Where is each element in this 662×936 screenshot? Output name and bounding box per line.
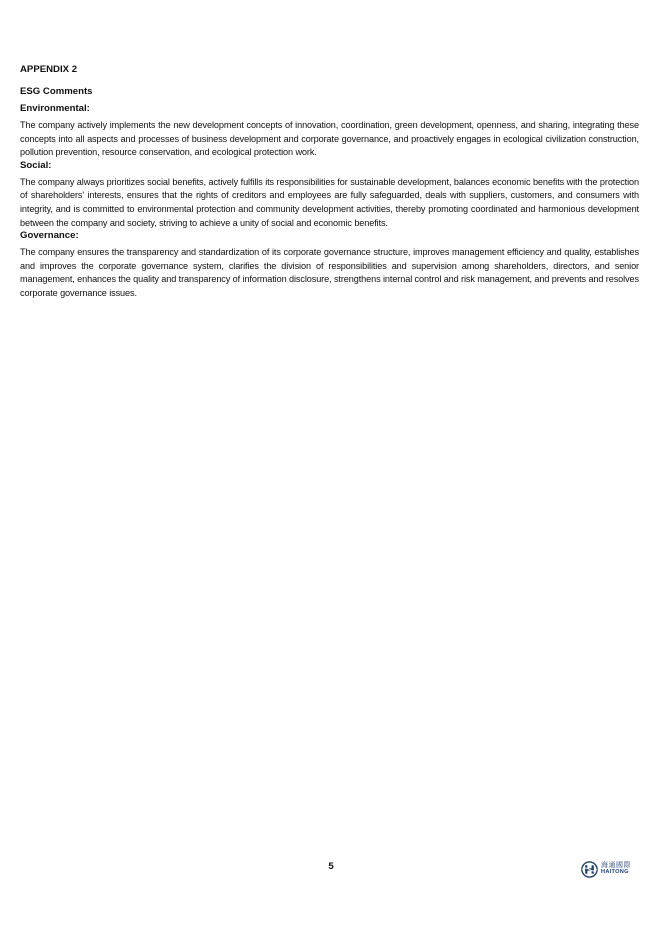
section-title: ESG Comments [20,86,93,97]
page-number: 5 [328,861,334,872]
logo-chinese-text: 海通國際 [601,862,631,870]
appendix-title: APPENDIX 2 [20,64,78,75]
social-paragraph: The company always prioritizes social benefits, actively fulfills its responsibilities for sustainable development, balances economic benefits with the protection of shareholders' interests, ensures that the rights of creditors and employees are fully safeguarded, deals with suppliers, customers, and consumers with integrity, and is committed to environmental protection and community development activities, thereby promoting coordinated and harmonious development between the company and society, striving to achieve a unity of social and economic benefits. [20,176,639,228]
environmental-paragraph: The company actively implements the new development concepts of innovation, coordination, green development, openness, and sharing, integrating these concepts into all aspects and processes of business development and corporate governance, and proactively engages in ecological civilization construction, pollution prevention, resource conservation, and ecological protection work. [20,120,639,158]
logo-english-text: HAITONG [601,869,629,876]
haitong-logo [581,859,633,879]
haitong-logo-icon [581,861,598,878]
governance-heading: Governance: [20,230,79,242]
document-content [20,63,639,301]
logo-text [601,862,631,876]
social-heading: Social: [20,159,52,171]
environmental-heading: Environmental: [20,103,90,114]
governance-paragraph: The company ensures the transparency and standardization of its corporate governance structure, improves management efficiency and quality, establishes and improves the corporate governance system, clarifies the division of responsibilities and supervision among shareholders, directors, and senior management, enhances the quality and transparency of information disclosure, strengthens internal control and risk management, and prevents and resolves corporate governance issues. [20,247,639,298]
